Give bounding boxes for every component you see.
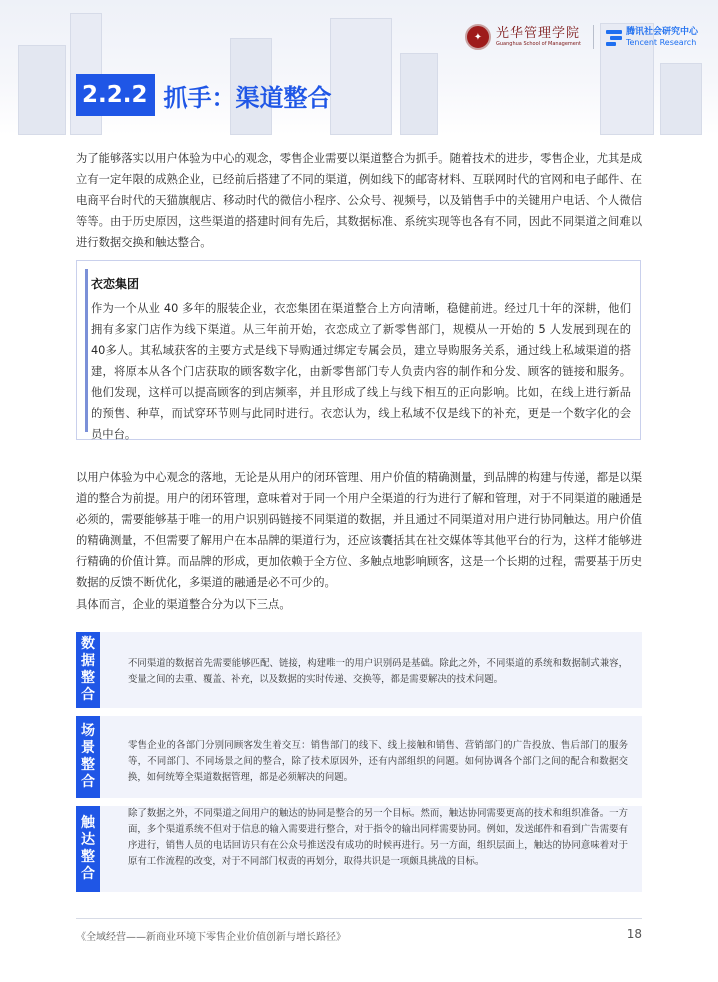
label-char: 整 — [81, 849, 95, 865]
logo-divider — [593, 25, 594, 49]
case-study-title: 衣恋集团 — [91, 277, 140, 291]
point-description: 零售企业的各部门分别同顾客发生着交互：销售部门的线下、线上接触和销售、营销部门的广告投放、售后部门的服务等，不同部门、不同场景之间的整合，除了技术原因外，还有内部组织的问题。如何协调各个部门之间的配合和数据交换，如何统筹全渠道数据管理，都是必须解决的问题。 — [128, 740, 628, 783]
integration-point-reach — [76, 806, 642, 892]
body-paragraph: 以用户体验为中心观念的落地，无论是从用户的闭环管理、用户价值的精确测量，到品牌的构建与传递，都是以渠道的整合为前提。用户的闭环管理，意味着对于同一个用户全渠道的行为进行了解和管理，对于不同渠道的融通是必须的，需要能够基于唯一的用户识别码链接不同渠道的数据，并且通过不同渠道对用户进行协同触达。用户价值的精确测量，不但需要了解用户在本品牌的渠道行为，还应该囊括其在社交媒体等其他平台的行为，这样才能够进行精确的价值计算。而品牌的形成，更加依赖于全方位、多触点地影响顾客，这是一个长期的过程，需要基于历史数据的反馈不断优化，多渠道的融通是必不可少的。 — [76, 471, 642, 589]
gsm-logo-subtitle: Guanghua School of Management — [496, 40, 581, 47]
label-char: 整 — [81, 757, 95, 773]
building-decoration — [330, 18, 392, 135]
label-char: 合 — [81, 687, 95, 703]
point-description: 除了数据之外，不同渠道之间用户的触达的协同是整合的另一个目标。然而，触达协同需要更高的技术和组织准备。一方面，多个渠道系统不但对于信息的输入需要进行整合，对于指令的输出同样需要协同。例如，发送邮件和看到广告需要有序进行，销售人员的电话回访只有在公众号推送没有成功的时候再进行。另一方面，组织层面上，触达的协同意味着对于原有工作流程的改变，对于不同部门权责的再划分，取得共识是一项颇具挑战的目标。 — [128, 808, 628, 867]
tencent-logo-subtitle: Tencent Research — [625, 37, 697, 47]
label-char: 合 — [81, 866, 95, 882]
pku-seal-icon: ✦ — [465, 24, 491, 50]
label-char: 数 — [81, 636, 95, 652]
point-description: 不同渠道的数据首先需要能够匹配、链接，构建唯一的用户识别码是基础。除此之外，不同渠道的系统和数据制式兼容，变量之间的去重、覆盖、补充，以及数据的实时传递、交换等，都是需要解决的技术问题。 — [128, 658, 628, 685]
tencent-logo-name: 腾讯社会研究中心 — [625, 26, 698, 37]
page-number: 18 — [626, 927, 642, 941]
gsm-logo — [496, 27, 581, 48]
section-title: 抓手：渠道整合 — [163, 83, 332, 112]
integration-point-data — [76, 632, 642, 708]
footer-divider — [76, 918, 642, 919]
tencent-logo — [626, 27, 698, 48]
label-char: 触 — [81, 815, 95, 831]
integration-point-scenario — [76, 716, 642, 798]
footer-book-title: 《全域经营——新商业环境下零售企业价值创新与增长路径》 — [76, 932, 346, 943]
building-decoration — [660, 63, 702, 135]
label-char: 据 — [81, 653, 95, 669]
label-char: 场 — [81, 723, 95, 739]
body-paragraph: 为了能够落实以用户体验为中心的观念，零售企业需要以渠道整合为抓手。随着技术的进步，零售企业，尤其是成立有一定年限的成熟企业，已经前后搭建了不同的渠道，例如线下的邮寄材料、互联网时代的官网和电子邮件、在电商平台时代的天猫旗舰店、移动时代的微信小程序、公众号、视频号，以及销售手中的关键用户电话、个人微信等等。由于历史原因，这些渠道的搭建时间有先后，其数据标准、系统实现等也各有不同，因此不同渠道之间难以进行数据交换和触达整合。 — [76, 152, 642, 249]
building-decoration — [400, 53, 438, 135]
label-char: 整 — [81, 670, 95, 686]
tencent-research-icon — [606, 29, 622, 45]
partner-logos — [465, 22, 698, 52]
case-accent-bar — [85, 269, 88, 432]
point-label — [76, 806, 100, 892]
label-char: 达 — [81, 832, 95, 848]
body-paragraph: 具体而言，企业的渠道整合分为以下三点。 — [76, 598, 291, 611]
gsm-logo-name: 光华管理学院 — [496, 25, 581, 41]
section-number: 2.2.2 — [76, 74, 155, 116]
section-heading — [76, 74, 332, 116]
label-char: 景 — [81, 740, 95, 756]
case-study-box — [76, 260, 641, 440]
label-char: 合 — [81, 774, 95, 790]
point-label — [76, 716, 100, 798]
building-decoration — [18, 45, 66, 135]
case-study-body: 作为一个从业 40 多年的服装企业，衣恋集团在渠道整合上方向清晰，稳健前进。经过几十年的深耕，他们拥有多家门店作为线下渠道。从三年前开始，衣恋成立了新零售部门，规模从一开始的 5 人发展到现在的 40多人。其私域获客的主要方式是线下导购通过绑定专属会员，建立导购服务关系，通过线上私域渠道的搭建，将原本从各个门店获取的顾客数字化，由新零售部门专人负责内容的制作和分发、顾客的链接和服务。他们发现，这样可以提高顾客的到店频率，并且形成了线上与线下相互的正向影响。比如，在线上进行新品的预售、种草，而试穿环节则与此同时进行。衣恋认为，线上私域不仅是线下的补充，更是一个数字化的会员中台。 — [91, 302, 631, 441]
point-label — [76, 632, 100, 708]
